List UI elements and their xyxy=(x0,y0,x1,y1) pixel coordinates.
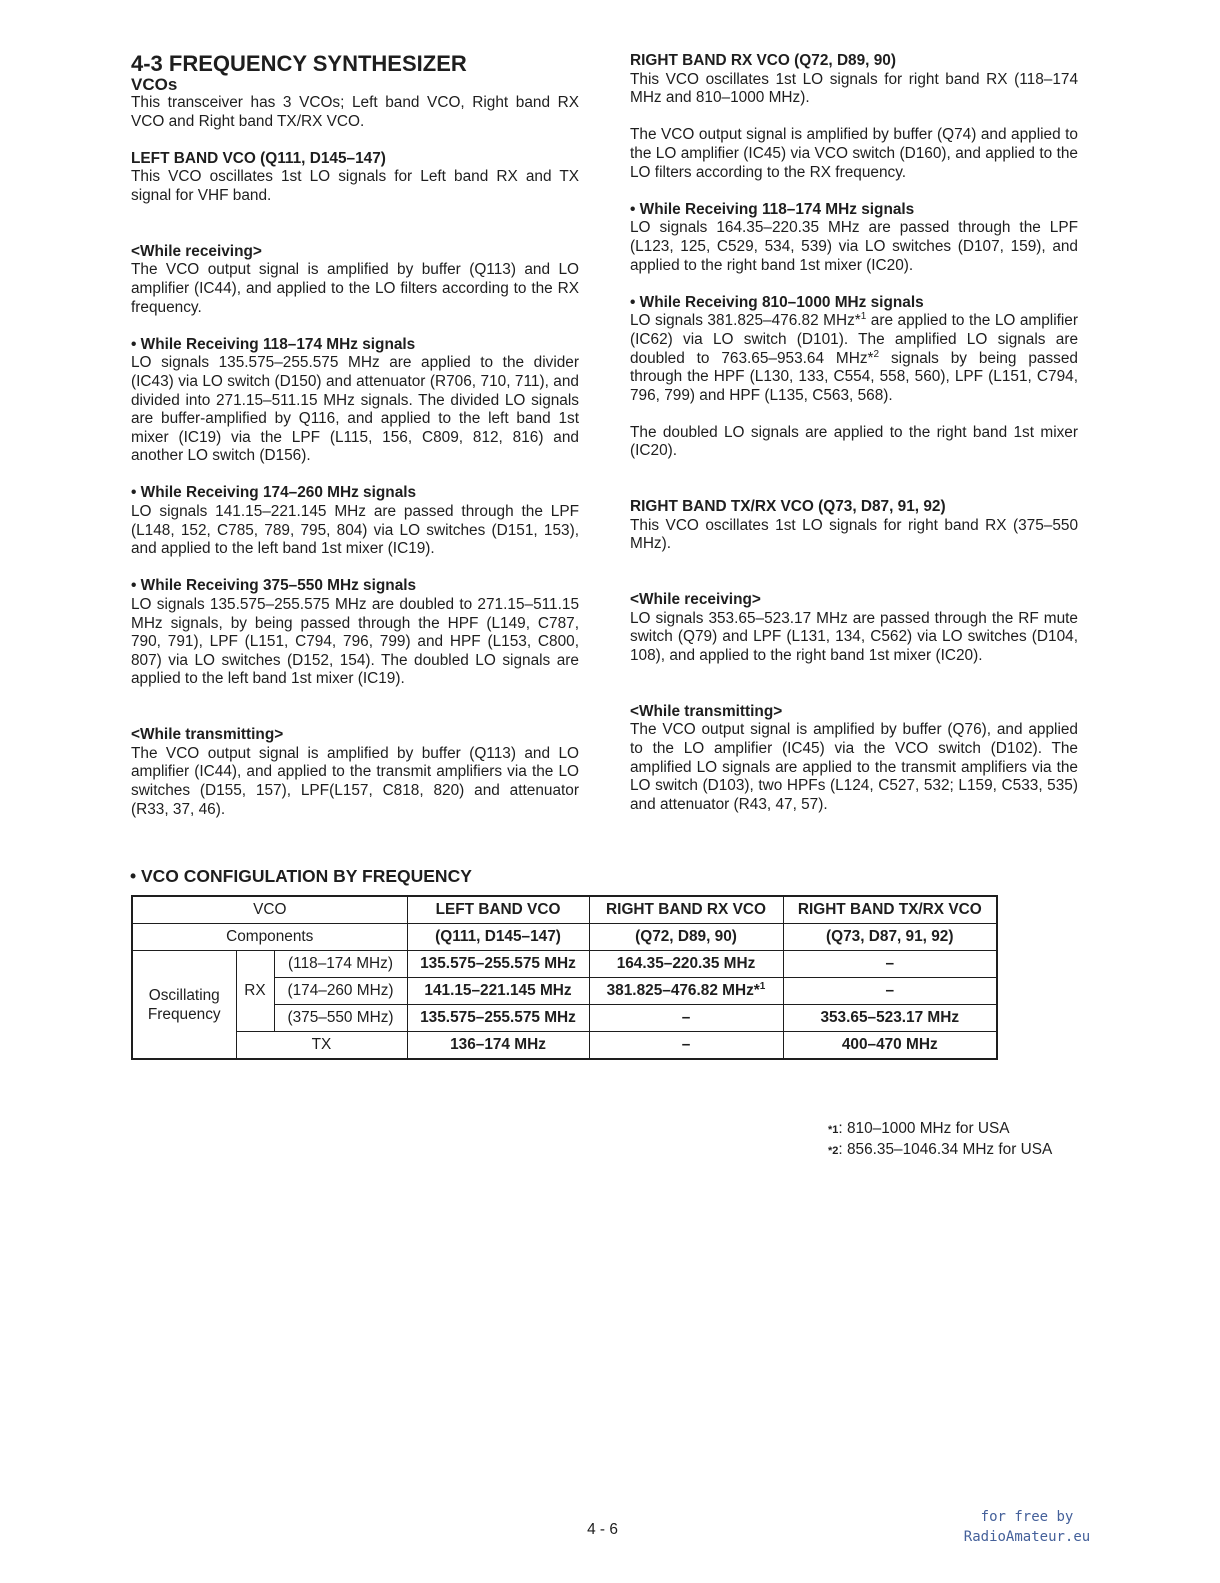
cell-value: 164.35–220.35 MHz xyxy=(616,955,756,972)
footnote-mark: 1 xyxy=(860,311,867,323)
vco-configuration-table xyxy=(131,895,998,1060)
tx-right-rx-cell: – xyxy=(589,1032,783,1060)
tx-right-trx-cell: 400–470 MHz xyxy=(783,1032,997,1060)
footnote-mark: 1 xyxy=(759,980,766,992)
left-rx-174-heading: • While Receiving 174–260 MHz signals xyxy=(131,484,417,502)
table-row xyxy=(132,951,997,978)
watermark xyxy=(946,1507,1108,1547)
left-rx-118-text: LO signals 135.575–255.575 MHz are applied to the divider (IC43) via LO switch (D150) and attenuator (R706, 710, 711), and divided into 271.15–511.15 MHz signals. The divided LO signals are buffer-amplified by Q116, and applied to the left band 1st mixer (IC19) via the LPF (L115, 156, C809, 812, 816) and another LO switch (D156). xyxy=(131,354,579,465)
left-rx-375-heading: • While Receiving 375–550 MHz signals xyxy=(131,577,417,595)
right-transmitting-heading: <While transmitting> xyxy=(630,702,783,720)
table-title: • VCO CONFIGULATION BY FREQUENCY xyxy=(130,866,472,886)
header-right-band-rx-vco: RIGHT BAND RX VCO xyxy=(589,896,783,924)
right-column xyxy=(630,52,1078,814)
rx-label: RX xyxy=(236,951,274,1032)
left-receiving-heading: <While receiving> xyxy=(131,242,262,260)
range-cell: (174–260 MHz) xyxy=(274,978,407,1005)
tx-left-cell: 136–174 MHz xyxy=(407,1032,589,1060)
footnote-mark: 2 xyxy=(873,348,880,360)
header-vco: VCO xyxy=(132,896,407,924)
components-label: Components xyxy=(132,924,407,951)
right-band-rx-vco-text-2: The VCO output signal is amplified by buffer (Q74) and applied to the LO amplifier (IC45) via VCO switch (D160), and applied to the LO filters according to the RX frequency. xyxy=(630,126,1078,181)
section-subtitle: VCOs xyxy=(131,75,178,94)
page-number: 4 - 6 xyxy=(587,1521,618,1538)
left-receiving-text: The VCO output signal is amplified by buffer (Q113) and LO amplifier (IC44), and applied to the LO filters according to the RX frequency. xyxy=(131,261,579,316)
section-title: 4-3 FREQUENCY SYNTHESIZER xyxy=(131,51,467,76)
footnote-mark: *1 xyxy=(828,1124,839,1136)
footnote-mark: *2 xyxy=(828,1145,839,1157)
right-rx-freq-cell xyxy=(589,1005,783,1032)
text-part: LO signals 381.825–476.82 MHz* xyxy=(630,312,861,330)
left-transmitting-text: The VCO output signal is amplified by buffer (Q113) and LO amplifier (IC44), and applied to the transmit amplifiers via the LO switches (D155, 157), LPF(L157, C818, 820) and attenuator (R33, 37, 46). xyxy=(131,744,579,818)
watermark-line: for free by xyxy=(980,1509,1074,1525)
right-rx-118-text: LO signals 164.35–220.35 MHz are passed through the LPF (L123, 125, C529, 534, 539) via LO switches (D107, 159), and applied to the right band 1st mixer (IC20). xyxy=(630,219,1078,274)
oscillating-frequency-label: Oscillating Frequency xyxy=(132,951,236,1060)
left-rx-118-heading: • While Receiving 118–174 MHz signals xyxy=(131,335,416,353)
right-trx-freq-cell: 353.65–523.17 MHz xyxy=(783,1005,997,1032)
components-left: (Q111, D145–147) xyxy=(407,924,589,951)
cell-value: 381.825–476.82 MHz* xyxy=(606,982,760,999)
header-right-band-trx-vco: RIGHT BAND TX/RX VCO xyxy=(783,896,997,924)
right-band-rx-vco-text: This VCO oscillates 1st LO signals for right band RX (118–174 MHz and 810–1000 MHz). xyxy=(630,70,1078,107)
footnote-text: : 856.35–1046.34 MHz for USA xyxy=(838,1141,1053,1158)
right-trx-freq-cell: – xyxy=(783,978,997,1005)
right-receiving-heading: <While receiving> xyxy=(630,591,761,609)
right-receiving-text: LO signals 353.65–523.17 MHz are passed through the RF mute switch (Q79) and LPF (L131, 134, C562) via LO switches (D104, 108), and applied to the right band 1st mixer (IC20). xyxy=(630,609,1078,664)
left-freq-cell: 141.15–221.145 MHz xyxy=(407,978,589,1005)
right-rx-810-heading: • While Receiving 810–1000 MHz signals xyxy=(630,293,924,311)
left-column xyxy=(131,52,579,819)
header-left-band-vco: LEFT BAND VCO xyxy=(407,896,589,924)
right-band-rx-vco-heading: RIGHT BAND RX VCO (Q72, D89, 90) xyxy=(630,52,896,69)
right-band-trx-vco-text: This VCO oscillates 1st LO signals for right band RX (375–550 MHz). xyxy=(630,516,1078,553)
left-transmitting-heading: <While transmitting> xyxy=(131,726,284,744)
right-trx-freq-cell: – xyxy=(783,951,997,978)
right-band-trx-vco-heading: RIGHT BAND TX/RX VCO (Q73, D87, 91, 92) xyxy=(630,498,946,516)
tx-label: TX xyxy=(236,1032,407,1060)
range-cell: (375–550 MHz) xyxy=(274,1005,407,1032)
right-rx-810-text xyxy=(630,312,1078,405)
footnote-text: : 810–1000 MHz for USA xyxy=(838,1120,1010,1137)
left-rx-375-text: LO signals 135.575–255.575 MHz are doubled to 271.15–511.15 MHz signals, by being passed through the HPF (L149, C787, 790, 791), LPF (L151, C794, 796, 799) and HPF (L153, C800, 807) via LO switches (D152, 154). The doubled LO signals are applied to the left band 1st mixer (IC19). xyxy=(131,596,579,688)
right-transmitting-text: The VCO output signal is amplified by buffer (Q76), and applied to the LO amplifier (IC45) via the VCO switch (D102). The amplified LO signals are applied to the transmit amplifiers via the LO switch (D103), two HPFs (L124, C527, 532; L159, C533, 535) and attenuator (R43, 47, 57). xyxy=(630,721,1078,813)
table-header-row xyxy=(132,896,997,924)
table-row xyxy=(132,924,997,951)
left-rx-174-text: LO signals 141.15–221.145 MHz are passed through the LPF (L148, 152, C785, 789, 795, 804) via LO switches (D151, 153), and applied to the left band 1st mixer (IC19). xyxy=(131,503,579,558)
footnote-2 xyxy=(828,1140,1052,1161)
range-cell: (118–174 MHz) xyxy=(274,951,407,978)
left-freq-cell: 135.575–255.575 MHz xyxy=(407,951,589,978)
left-freq-cell: 135.575–255.575 MHz xyxy=(407,1005,589,1032)
left-band-vco-heading: LEFT BAND VCO (Q111, D145–147) xyxy=(131,149,386,167)
cell-value: – xyxy=(681,1009,691,1026)
right-rx-freq-cell xyxy=(589,951,783,978)
intro-paragraph: This transceiver has 3 VCOs; Left band VCO, Right band RX VCO and Right band TX/RX VCO. xyxy=(131,94,579,130)
text-part: are applied to the LO amplifier (IC62) via LO switch (D101). The amplified LO signals are doubled to 763.65–953.64 MHz* xyxy=(630,312,1078,367)
footnote-1 xyxy=(828,1119,1052,1140)
left-band-vco-text: This VCO oscillates 1st LO signals for Left band RX and TX signal for VHF band. xyxy=(131,168,579,204)
right-rx-118-heading: • While Receiving 118–174 MHz signals xyxy=(630,200,915,218)
components-right-trx: (Q73, D87, 91, 92) xyxy=(783,924,997,951)
footnotes xyxy=(828,1119,1052,1161)
components-right-rx: (Q72, D89, 90) xyxy=(589,924,783,951)
right-rx-freq-cell xyxy=(589,978,783,1005)
right-rx-810-text-2: The doubled LO signals are applied to the right band 1st mixer (IC20). xyxy=(630,423,1078,460)
watermark-line: RadioAmateur.eu xyxy=(963,1529,1091,1545)
text-part: signals by being passed through the HPF (L130, 133, C554, 558, 560), LPF (L151, C794, 796, 799) and HPF (L135, C563, 568). xyxy=(630,349,1078,404)
table-row xyxy=(132,1032,997,1060)
